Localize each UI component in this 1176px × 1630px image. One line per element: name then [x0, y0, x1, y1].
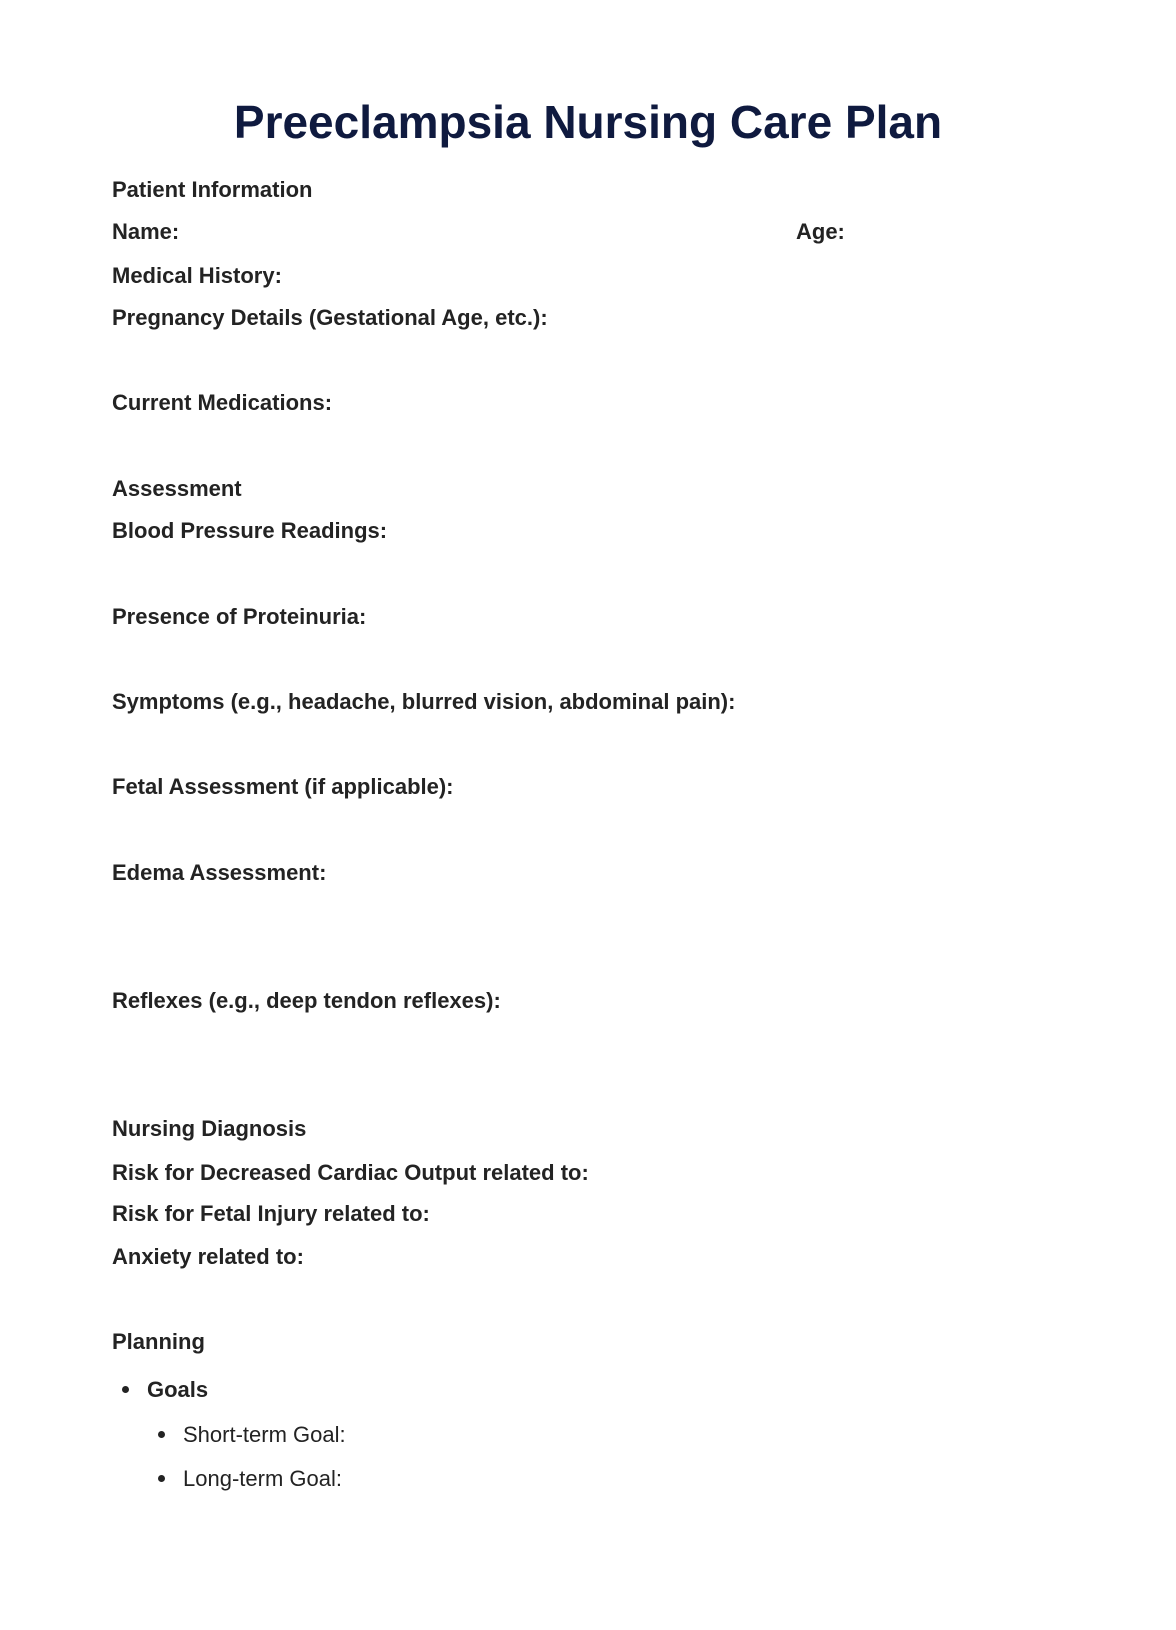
long-term-goal-list-item — [158, 1465, 342, 1493]
symptoms-field-label: Symptoms (e.g., headache, blurred vision, abdominal pain): — [112, 689, 736, 714]
proteinuria-field-label: Presence of Proteinuria: — [112, 604, 367, 629]
blood-pressure-field-label: Blood Pressure Readings: — [112, 518, 388, 543]
long-term-goal-label: Long-term Goal: — [183, 1466, 342, 1491]
short-term-goal-label: Short-term Goal: — [183, 1422, 346, 1447]
current-medications-field-label: Current Medications: — [112, 390, 333, 415]
goals-list-item — [122, 1376, 209, 1404]
assessment-heading: Assessment — [112, 476, 242, 501]
page-title: Preeclampsia Nursing Care Plan — [233, 96, 943, 148]
fetal-injury-field-label: Risk for Fetal Injury related to: — [112, 1201, 430, 1226]
edema-assessment-field-label: Edema Assessment: — [112, 860, 327, 885]
bullet-icon — [122, 1386, 129, 1393]
bullet-icon — [158, 1475, 165, 1482]
nursing-diagnosis-heading: Nursing Diagnosis — [112, 1116, 307, 1141]
reflexes-field-label: Reflexes (e.g., deep tendon reflexes): — [112, 988, 501, 1013]
cardiac-output-field-label: Risk for Decreased Cardiac Output related to: — [112, 1160, 589, 1185]
goals-label: Goals — [147, 1377, 209, 1402]
bullet-icon — [158, 1431, 165, 1438]
anxiety-field-label: Anxiety related to: — [112, 1244, 304, 1269]
name-field-label: Name: — [112, 219, 180, 244]
age-field-label: Age: — [796, 219, 845, 244]
medical-history-field-label: Medical History: — [112, 263, 282, 288]
fetal-assessment-field-label: Fetal Assessment (if applicable): — [112, 774, 454, 799]
pregnancy-details-field-label: Pregnancy Details (Gestational Age, etc.): — [112, 305, 548, 330]
short-term-goal-list-item — [158, 1421, 346, 1449]
planning-heading: Planning — [112, 1329, 205, 1354]
patient-information-heading: Patient Information — [112, 177, 313, 202]
